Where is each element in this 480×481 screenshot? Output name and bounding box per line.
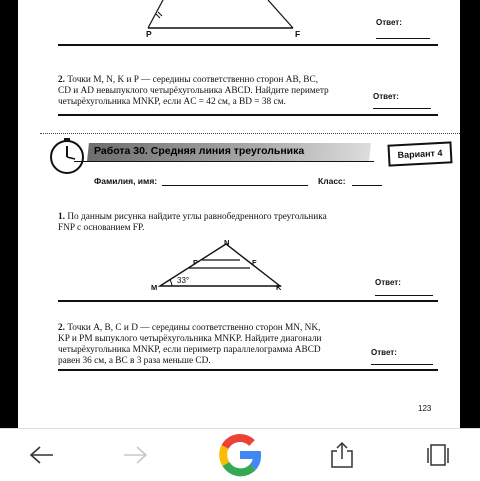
forward-button[interactable] <box>105 429 165 481</box>
tabs-icon <box>425 442 451 468</box>
separator <box>58 300 438 302</box>
forward-arrow-icon <box>122 445 148 465</box>
google-button[interactable] <box>210 429 270 481</box>
separator <box>58 114 438 116</box>
point-p-label: P <box>146 29 152 39</box>
class-label: Класс: <box>318 176 346 186</box>
point-p-label: P <box>193 258 199 267</box>
cut-line <box>40 133 460 134</box>
point-n-label: N <box>224 238 230 247</box>
page-number: 123 <box>418 404 432 413</box>
answer-label: Ответ: <box>373 92 399 101</box>
point-f-label: F <box>252 258 257 267</box>
task-1: 1. По данным рисунка найдите углы равнобедренного треугольника FNP с основанием FP. <box>58 212 327 233</box>
name-field-line <box>162 185 308 186</box>
answer-label: Ответ: <box>371 348 397 357</box>
angle-label: 33° <box>177 276 190 285</box>
answer-line <box>373 108 431 109</box>
variant-badge: Вариант 4 <box>387 141 452 166</box>
clock-icon <box>48 137 86 175</box>
share-button[interactable] <box>312 429 372 481</box>
point-k-label: K <box>276 283 282 292</box>
answer-label: Ответ: <box>375 278 401 287</box>
task-2-bottom: 2. Точки A, B, C и D — середины соответственно сторон MN, NK, KP и PM выпуклого четырёхугольника MNKP. Найдите диагонали четырёхугольника MNKP, если периметр параллелограмма ABCD равен 36 см, а BC в 3 раза меньше CD. <box>58 323 322 366</box>
point-f-label: F <box>295 29 301 39</box>
work-title: Работа 30. Средняя линия треугольника <box>94 145 305 157</box>
answer-line <box>371 364 433 365</box>
class-field-line <box>352 185 382 186</box>
separator <box>58 44 438 46</box>
task-2-top: 2. Точки M, N, K и P — середины соответственно сторон AB, BC, CD и AD невыпуклого четырёхугольника ABCD. Найдите периметр четырёхугольника MNKP, если AC = 42 см, а BD = 38 см. <box>58 75 329 107</box>
title-underline <box>74 161 374 162</box>
back-arrow-icon <box>29 445 55 465</box>
point-m-label: M <box>151 283 158 292</box>
answer-line <box>376 38 430 39</box>
google-logo <box>217 432 263 478</box>
answer-line <box>375 295 433 296</box>
answer-label: Ответ: <box>376 18 402 27</box>
tabs-button[interactable] <box>408 429 468 481</box>
name-label: Фамилия, имя: <box>94 176 158 186</box>
back-button[interactable] <box>12 429 72 481</box>
share-icon <box>330 441 354 469</box>
document-page <box>18 0 460 428</box>
triangle-figure <box>138 234 298 294</box>
browser-toolbar <box>0 428 480 481</box>
separator <box>58 369 438 371</box>
